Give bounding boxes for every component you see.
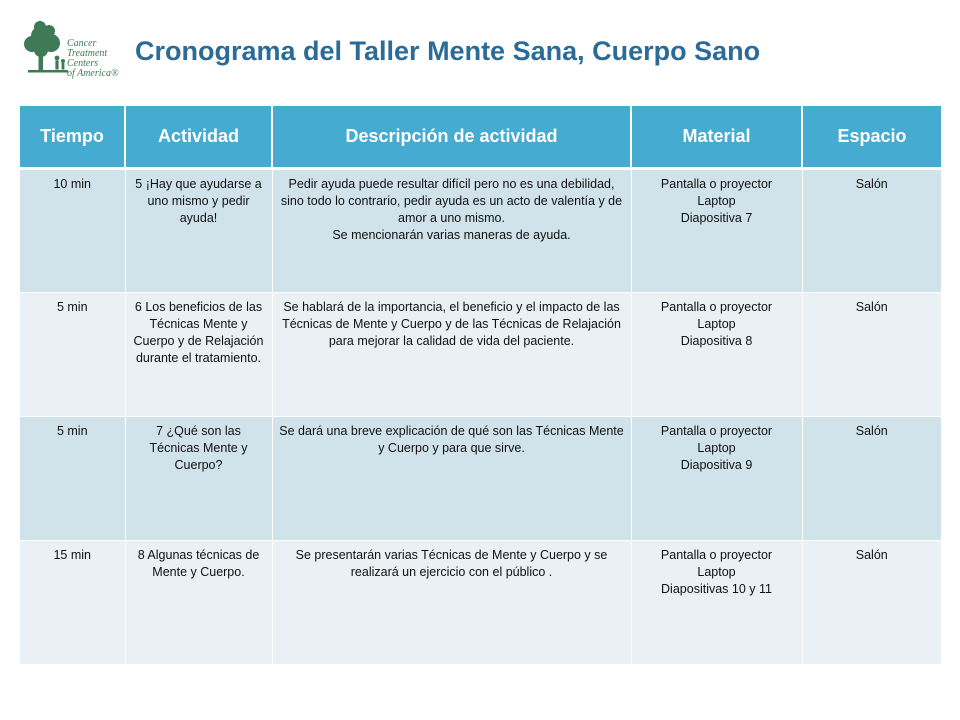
page-title: Cronograma del Taller Mente Sana, Cuerpo Sano xyxy=(135,36,761,66)
header-material: Material xyxy=(631,106,802,169)
cell-tiempo: 15 min xyxy=(20,541,125,665)
description-line: Se mencionarán varias maneras de ayuda. xyxy=(332,228,571,242)
material-line: Diapositiva 9 xyxy=(680,458,753,472)
cell-actividad: 7 ¿Qué son las Técnicas Mente y Cuerpo? xyxy=(125,417,272,541)
logo-line: Treatment xyxy=(67,48,108,59)
cell-descripcion xyxy=(272,417,631,541)
table-header-row xyxy=(20,106,941,169)
logo-line: of America® xyxy=(67,68,119,79)
table-row xyxy=(20,169,941,293)
cell-actividad: 6 Los beneficios de las Técnicas Mente y Cuerpo y de Relajación durante el tratamiento. xyxy=(125,293,272,417)
cell-espacio: Salón xyxy=(802,169,941,293)
logo-wordmark xyxy=(67,39,127,79)
material-line: Pantalla o proyector xyxy=(660,424,773,438)
table-row xyxy=(20,417,941,541)
cell-descripcion xyxy=(272,169,631,293)
material-line: Diapositivas 10 y 11 xyxy=(661,582,772,596)
material-line: Laptop xyxy=(697,317,736,331)
material-line: Diapositiva 7 xyxy=(680,211,753,225)
material-line: Laptop xyxy=(697,194,736,208)
cell-material xyxy=(631,417,802,541)
material-line: Pantalla o proyector xyxy=(660,300,773,314)
cell-descripcion xyxy=(272,293,631,417)
cell-espacio: Salón xyxy=(802,293,941,417)
cell-material xyxy=(631,541,802,665)
material-line: Diapositiva 8 xyxy=(680,334,753,348)
logo-line: Centers xyxy=(67,58,99,69)
description-line: Se presentarán varias Técnicas de Mente y Cuerpo y se realizará un ejercicio con el público . xyxy=(295,548,608,579)
cell-descripcion xyxy=(272,541,631,665)
material-line: Laptop xyxy=(697,441,736,455)
description-line: Pedir ayuda puede resultar difícil pero no es una debilidad, sino todo lo contrario, pedir ayuda es un acto de valentía y de amor a uno mismo. xyxy=(280,177,623,225)
cell-material xyxy=(631,293,802,417)
cell-actividad: 5 ¡Hay que ayudarse a uno mismo y pedir ayuda! xyxy=(125,169,272,293)
description-line: Se dará una breve explicación de qué son las Técnicas Mente y Cuerpo y para que sirve. xyxy=(279,424,624,455)
header-espacio: Espacio xyxy=(802,106,941,169)
header-actividad: Actividad xyxy=(125,106,272,169)
schedule-table xyxy=(20,106,941,665)
cell-material xyxy=(631,169,802,293)
logo-line: Cancer xyxy=(67,38,97,49)
cell-tiempo: 10 min xyxy=(20,169,125,293)
material-line: Laptop xyxy=(697,565,736,579)
table-row xyxy=(20,541,941,665)
cell-espacio: Salón xyxy=(802,541,941,665)
cell-tiempo: 5 min xyxy=(20,417,125,541)
header-tiempo: Tiempo xyxy=(20,106,125,169)
material-line: Pantalla o proyector xyxy=(660,548,773,562)
table-row xyxy=(20,293,941,417)
header-descripcion: Descripción de actividad xyxy=(272,106,631,169)
tree-with-people-icon xyxy=(24,20,72,78)
description-line: Se hablará de la importancia, el beneficio y el impacto de las Técnicas de Mente y Cuerpo y de las Técnicas de Relajación para mejorar la calidad de vida del paciente. xyxy=(282,300,621,348)
cell-tiempo: 5 min xyxy=(20,293,125,417)
cell-espacio: Salón xyxy=(802,417,941,541)
cell-actividad: 8 Algunas técnicas de Mente y Cuerpo. xyxy=(125,541,272,665)
material-line: Pantalla o proyector xyxy=(660,177,773,191)
